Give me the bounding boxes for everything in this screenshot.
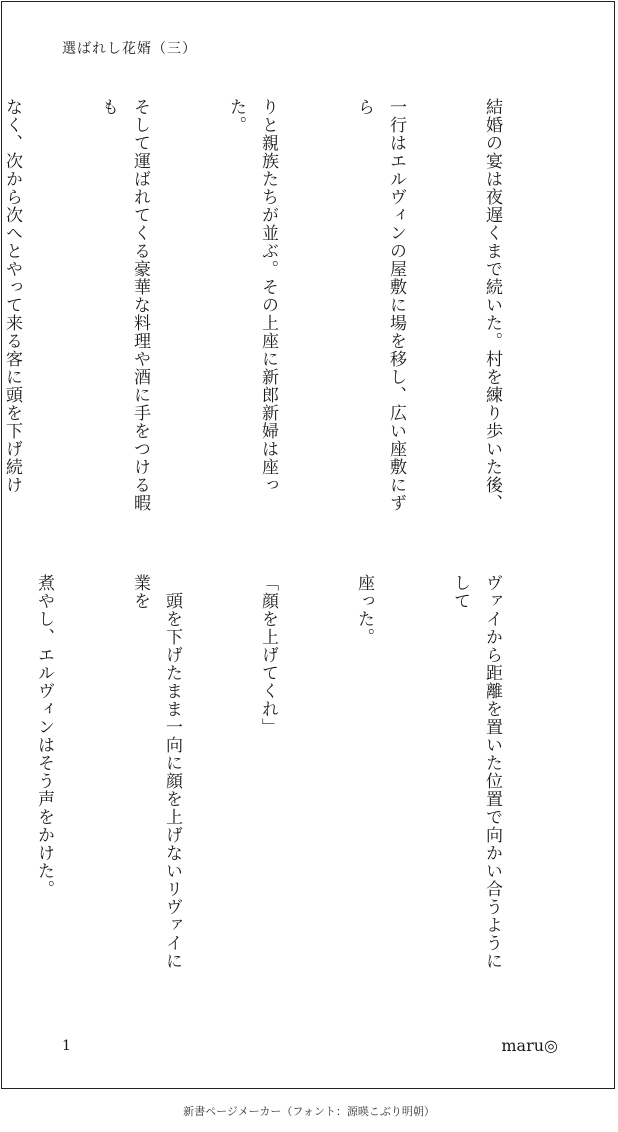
text-line: りと親族たちが並ぶ。その上座に新郎新婦は座った。 (226, 98, 278, 494)
top-text-block (2, 98, 572, 528)
text-line: そして運ばれてくる豪華な料理や酒に手をつける暇も (98, 98, 150, 512)
text-line: 一行はエルヴィンの屋敷に場を移し、広い座敷にずら (354, 98, 406, 512)
page-number: 1 (62, 1038, 71, 1054)
running-title: 選ばれし花婿（三） (62, 41, 197, 57)
bottom-text-block (34, 574, 572, 986)
text-line: 「顔を上げてくれ」 (258, 574, 278, 736)
text-line: 煮やし、エルヴィンはそう声をかけた。 (34, 574, 54, 898)
generator-credit: 新書ページメーカー（フォント：源暎こぶり明朝） (183, 1105, 435, 1118)
page-frame (1, 1, 615, 1089)
text-line: 結婚の宴は夜遅くまで続いた。村を練り歩いた後、 (482, 98, 502, 512)
text-line: ヴァイから距離を置いた位置で向かい合うようにして (450, 574, 502, 970)
text-line: なく、次から次へとやって来る客に頭を下げ続け (2, 98, 22, 494)
text-line: 座った。 (354, 574, 374, 646)
text-line: 頭を下げたまま一向に顔を上げないリヴァイに業を (130, 574, 182, 970)
author-name: maru◎ (501, 1036, 558, 1055)
